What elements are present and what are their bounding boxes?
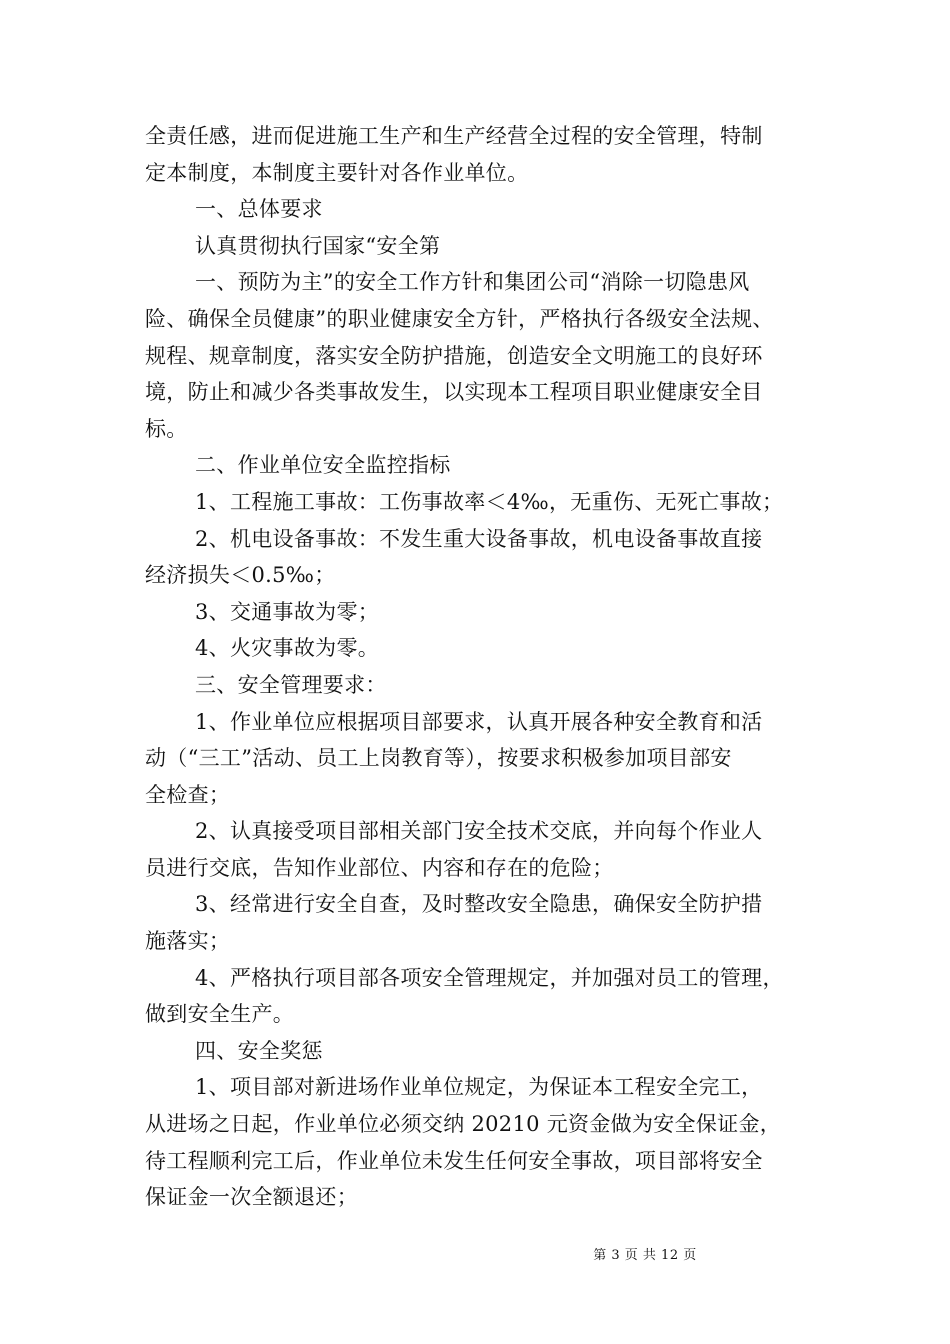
text-line: 一、总体要求 — [195, 197, 323, 222]
text-line: 险、确保全员健康”的职业健康安全方针，严格执行各级安全法规、 — [145, 306, 774, 331]
text-line: 从进场之日起，作业单位必须交纳 20210 元资金做为安全保证金， — [145, 1112, 782, 1137]
text-line: 1、工程施工事故：工伤事故率＜4‰，无重伤、无死亡事故； — [195, 489, 784, 514]
text-line: 一、预防为主”的安全工作方针和集团公司“消除一切隐患风 — [195, 270, 750, 295]
text-line: 全检查； — [145, 782, 231, 807]
text-line: 境，防止和减少各类事故发生，以实现本工程项目职业健康安全目 — [145, 380, 763, 405]
text-line: 3、经常进行安全自查，及时整改安全隐患，确保安全防护措 — [195, 892, 763, 917]
text-line: 4、严格执行项目部各项安全管理规定，并加强对员工的管理， — [195, 965, 784, 990]
text-line: 2、机电设备事故：不发生重大设备事故，机电设备事故直接 — [195, 526, 763, 551]
text-line: 规程、规章制度，落实安全防护措施，创造安全文明施工的良好环 — [145, 343, 763, 368]
text-line: 二、作业单位安全监控指标 — [195, 453, 451, 478]
text-line: 经济损失＜0.5‰； — [145, 563, 336, 588]
text-line: 定本制度，本制度主要针对各作业单位。 — [145, 160, 529, 185]
text-line: 施落实； — [145, 929, 231, 954]
text-line: 标。 — [145, 416, 188, 441]
text-line: 员进行交底，告知作业部位、内容和存在的危险； — [145, 855, 614, 880]
text-line: 待工程顺利完工后，作业单位未发生任何安全事故，项目部将安全 — [145, 1148, 763, 1173]
text-line: 3、交通事故为零； — [195, 599, 380, 624]
text-line: 1、作业单位应根据项目部要求，认真开展各种安全教育和活 — [195, 709, 763, 734]
text-line: 1、项目部对新进场作业单位规定，为保证本工程安全完工， — [195, 1075, 763, 1100]
text-line: 认真贯彻执行国家“安全第 — [195, 233, 441, 258]
text-line: 三、安全管理要求： — [195, 672, 387, 697]
text-line: 4、火灾事故为零。 — [195, 636, 380, 661]
text-line: 2、认真接受项目部相关部门安全技术交底，并向每个作业人 — [195, 819, 763, 844]
text-line: 做到安全生产。 — [145, 1002, 295, 1027]
document-body — [145, 118, 825, 1216]
page-number-footer: 第 3 页 共 12 页 — [593, 1248, 697, 1263]
text-line: 动（“三工”活动、员工上岗教育等），按要求积极参加项目部安 — [145, 746, 732, 771]
text-line: 四、安全奖惩 — [195, 1038, 323, 1063]
text-line: 保证金一次全额退还； — [145, 1185, 358, 1210]
text-line: 全责任感，进而促进施工生产和生产经营全过程的安全管理，特制 — [145, 124, 763, 148]
